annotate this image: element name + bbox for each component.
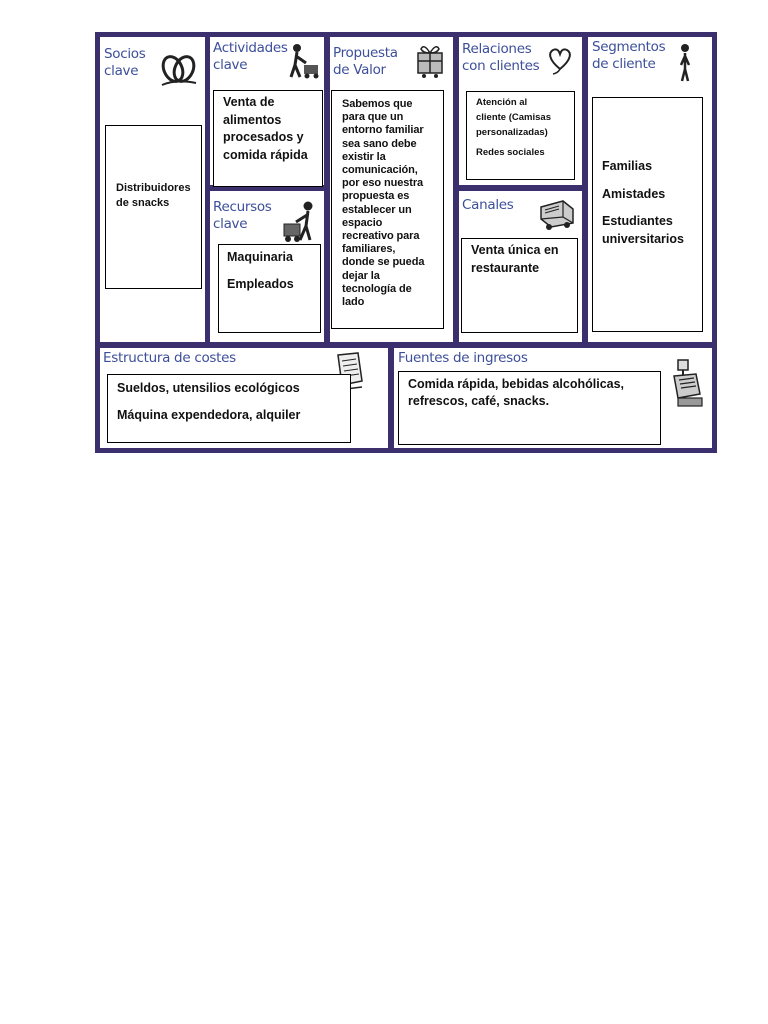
block-estructura-costes bbox=[100, 348, 388, 448]
recursos-content: Maquinaria Empleados bbox=[218, 244, 321, 333]
recursos-title: Recursos clave bbox=[213, 199, 272, 232]
block-segmentos-cliente bbox=[588, 37, 712, 342]
socios-content: Distribuidores de snacks bbox=[105, 125, 202, 289]
segmentos-title: Segmentos de cliente bbox=[592, 39, 666, 72]
worker-mowing-icon bbox=[286, 43, 320, 79]
socios-title: Socios clave bbox=[104, 46, 146, 79]
actividades-title: Actividades clave bbox=[213, 40, 288, 73]
block-relaciones-clientes bbox=[459, 37, 582, 185]
costes-title: Estructura de costes bbox=[103, 350, 236, 366]
gift-icon bbox=[414, 41, 446, 79]
chain-links-icon bbox=[158, 49, 200, 89]
relaciones-title: Relaciones con clientes bbox=[462, 41, 540, 74]
propuesta-title: Propuesta de Valor bbox=[333, 45, 398, 78]
block-fuentes-ingresos bbox=[394, 348, 712, 448]
costes-content: Sueldos, utensilios ecológicos Máquina expendedora, alquiler bbox=[107, 374, 351, 443]
block-canales bbox=[459, 191, 582, 342]
propuesta-content: Sabemos que para que un entorno familiar sea sano debe existir la comunicación, por eso nuestra propuesta es establecer un espacio recreativo para familiares, donde se pueda dejar la tecnología de lado bbox=[331, 90, 444, 329]
relaciones-content: Atención al cliente (Camisas personalizadas) Redes sociales bbox=[466, 91, 575, 180]
block-socios-clave bbox=[100, 37, 205, 342]
block-recursos-clave bbox=[210, 191, 324, 342]
cash-register-icon bbox=[672, 358, 704, 408]
segmentos-content: Familias Amistades Estudiantes universitarios bbox=[592, 97, 703, 332]
person-icon bbox=[676, 43, 694, 83]
truck-icon bbox=[537, 197, 577, 231]
worker-cart-icon bbox=[282, 200, 320, 244]
block-actividades-clave bbox=[210, 37, 324, 185]
canales-content: Venta única en restaurante bbox=[461, 238, 578, 333]
ingresos-title: Fuentes de ingresos bbox=[398, 350, 528, 366]
canales-title: Canales bbox=[462, 197, 514, 213]
ingresos-content: Comida rápida, bebidas alcohólicas, refrescos, café, snacks. bbox=[398, 371, 661, 445]
actividades-content: Venta de alimentos procesados y comida rápida bbox=[213, 90, 323, 187]
business-model-canvas bbox=[95, 32, 717, 453]
block-propuesta-valor bbox=[330, 37, 453, 342]
heart-icon bbox=[547, 45, 573, 75]
